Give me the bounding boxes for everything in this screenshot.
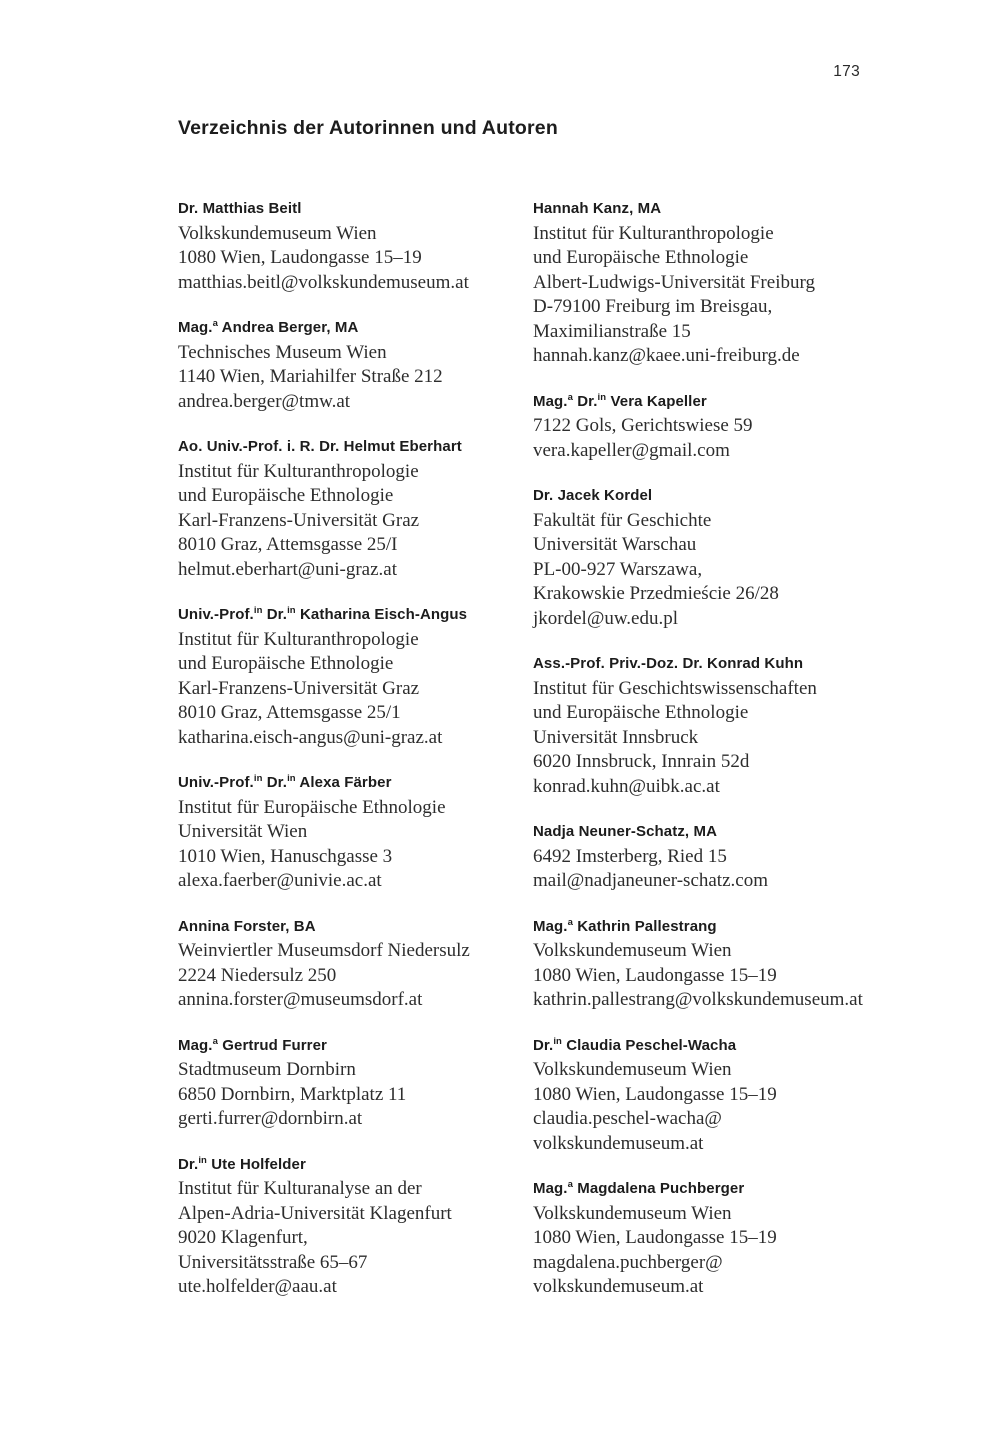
author-name [533,1177,888,1202]
author-address-line: Institut für Kulturanthropologie [178,628,419,650]
author-entry [178,915,533,1013]
author-address-line: Universität Wien [178,821,308,842]
author-address-line: 7122 Gols, Gerichtswiese 59 [533,415,753,436]
author-entry [178,1034,533,1132]
author-name-text: Katharina Eisch-Angus [295,606,468,623]
author-email: andrea.berger@tmw.at [178,390,351,412]
author-address-line: Weinviertler Museumsdorf Niedersulz [178,940,470,961]
author-address-line: Institut für Kulturanthropologie [533,222,774,244]
author-address-line: Alpen-Adria-Universität Klagenfurt [178,1202,452,1224]
author-email: hannah.kanz@kaee.uni-freiburg.de [533,345,800,366]
author-name-text: Ass.-Prof. Priv.-Doz. Dr. Konrad Kuhn [533,655,804,672]
author-name-superscript: in [253,605,263,616]
author-address-line: Institut für Kulturanalyse an der [178,1178,422,1199]
author-name [178,603,533,628]
author-name [533,390,888,415]
author-email: matthias.beitl@volkskundemuseum.at [178,271,469,293]
author-address-line: Karl-Franzens-Universität Graz [178,509,420,531]
author-entry [533,652,888,799]
author-name [533,197,888,222]
author-address-line: 8010 Graz, Attemsgasse 25/I [178,534,398,555]
author-name-text: Dr. [262,774,288,791]
author-address-line: Institut für Europäische Ethnologie [178,796,446,818]
author-name-text: Dr. [572,392,598,410]
author-address-line: 9020 Klagenfurt, [178,1227,308,1248]
author-entry [533,1177,888,1300]
author-email: magdalena.puchberger@ [533,1251,723,1273]
author-address-line: und Europäische Ethnologie [178,653,394,674]
author-entry [178,603,533,750]
author-entry [178,316,533,414]
author-name-text: Vera Kapeller [606,392,707,410]
author-address-line: 1140 Wien, Mariahilfer Straße 212 [178,366,443,387]
author-entry [533,820,888,894]
author-name-text: Annina Forster, BA [178,917,316,935]
author-name-text: Gertrud Furrer [217,1036,327,1054]
author-address-line: Volkskundemuseum Wien [178,222,377,244]
author-name-superscript: a [212,318,218,329]
author-address-line: PL-00-927 Warszawa, [533,558,703,580]
page-number: 173 [833,63,860,80]
page-title: Verzeichnis der Autorinnen und Autoren [178,117,558,139]
author-name-text: Dr. [533,1036,554,1054]
author-address-line: 1010 Wien, Hanuschgasse 3 [178,845,393,867]
author-name [178,316,533,341]
author-name [533,652,888,677]
author-email: jkordel@uw.edu.pl [533,607,679,629]
author-name-text: Dr. [262,606,288,623]
author-email: claudia.peschel-wacha@ [533,1108,722,1129]
author-name-text: Kathrin Pallestrang [572,917,717,935]
author-address-line: Maximilianstraße 15 [533,320,691,342]
author-name-text: Univ.-Prof. [178,606,254,623]
author-name-superscript: a [567,391,573,403]
author-name-text: Alexa Färber [295,774,392,791]
author-name-superscript: a [567,916,573,928]
author-email: mail@nadjaneuner-schatz.com [533,870,768,891]
author-address-line: Universität Innsbruck [533,726,699,748]
author-name-text: Mag. [533,392,568,410]
author-address-line: 6020 Innsbruck, Innrain 52d [533,751,750,772]
author-email: ute.holfelder@aau.at [178,1276,337,1297]
author-address-line: 1080 Wien, Laudongasse 15–19 [533,964,777,986]
author-name-superscript: a [567,1179,573,1190]
author-email: vera.kapeller@gmail.com [533,439,730,461]
author-address-line: Universität Warschau [533,534,697,555]
author-name-text: Andrea Berger, MA [217,319,359,336]
author-address-line: Volkskundemuseum Wien [533,940,732,961]
author-address-line: volkskundemuseum.at [533,1132,704,1154]
author-name-text: Mag. [178,319,213,336]
author-address-line: Institut für Kulturanthropologie [178,460,419,482]
author-address-line: 6492 Imsterberg, Ried 15 [533,845,727,867]
author-email: alexa.faerber@univie.ac.at [178,870,382,891]
author-address-line: Krakowskie Przedmieście 26/28 [533,583,779,604]
author-address-line: und Europäische Ethnologie [178,485,394,506]
author-name-text: Nadja Neuner-Schatz, MA [533,823,717,840]
author-name [178,1153,533,1178]
author-name-text: Mag. [533,1180,568,1197]
author-address-line: Volkskundemuseum Wien [533,1059,732,1080]
author-entry [533,484,888,631]
author-email: helmut.eberhart@uni-graz.at [178,558,398,580]
author-name [178,197,533,222]
author-entry [533,915,888,1013]
author-name [533,484,888,509]
author-address-line: und Europäische Ethnologie [533,247,749,268]
author-directory [178,197,878,1321]
author-email: kathrin.pallestrang@volkskundemuseum.at [533,989,863,1010]
author-email: konrad.kuhn@uibk.ac.at [533,775,720,797]
author-name-text: Magdalena Puchberger [572,1180,745,1197]
author-entry [178,771,533,894]
author-address-line: 8010 Graz, Attemsgasse 25/1 [178,702,401,723]
author-name-text: Ute Holfelder [206,1155,306,1173]
author-email: gerti.furrer@dornbirn.at [178,1108,363,1129]
author-name [178,435,533,460]
author-name [178,915,533,940]
author-name [533,820,888,845]
author-entry [533,390,888,464]
author-name [178,771,533,796]
author-name-text: Ao. Univ.-Prof. i. R. Dr. Helmut Eberhart [178,438,462,455]
author-email: annina.forster@museumsdorf.at [178,989,423,1010]
author-address-line: Karl-Franzens-Universität Graz [178,677,420,699]
author-name-text: Hannah Kanz, MA [533,200,662,217]
author-address-line: und Europäische Ethnologie [533,702,749,723]
author-name-superscript: in [198,1154,207,1166]
author-address-line: Stadtmuseum Dornbirn [178,1059,356,1080]
author-address-line: 1080 Wien, Laudongasse 15–19 [533,1227,777,1248]
author-address-line: Fakultät für Geschichte [533,509,712,531]
author-address-line: 1080 Wien, Laudongasse 15–19 [178,247,422,268]
author-address-line: 2224 Niedersulz 250 [178,964,337,986]
author-entry [178,435,533,582]
author-name [533,915,888,940]
author-name-text: Claudia Peschel-Wacha [561,1036,737,1054]
author-name [178,1034,533,1059]
author-name-superscript: in [597,391,607,403]
author-address-line: Institut für Geschichtswissenschaften [533,677,817,699]
author-entry [178,197,533,295]
author-address-line: Universitätsstraße 65–67 [178,1251,368,1273]
author-name-superscript: in [287,605,296,616]
author-entry [533,197,888,369]
author-name-text: Mag. [178,1036,213,1054]
column-right [533,197,888,1321]
author-address-line: 1080 Wien, Laudongasse 15–19 [533,1083,777,1105]
author-address-line: Technisches Museum Wien [178,341,387,363]
author-address-line: D-79100 Freiburg im Breisgau, [533,296,773,317]
author-address-line: Albert-Ludwigs-Universität Freiburg [533,271,815,293]
author-email: katharina.eisch-angus@uni-graz.at [178,726,443,748]
author-name [533,1034,888,1059]
author-name-text: Dr. [178,1155,199,1173]
column-left [178,197,533,1321]
author-entry [178,1153,533,1300]
author-name-text: Mag. [533,917,568,935]
author-name-superscript: a [212,1035,218,1047]
author-address-line: volkskundemuseum.at [533,1276,704,1297]
author-name-text: Univ.-Prof. [178,774,254,791]
author-name-superscript: in [253,773,263,784]
author-address-line: 6850 Dornbirn, Marktplatz 11 [178,1083,407,1105]
author-name-superscript: in [553,1035,562,1047]
author-entry [533,1034,888,1157]
author-name-text: Dr. Jacek Kordel [533,487,653,504]
author-name-superscript: in [287,773,296,784]
author-address-line: Volkskundemuseum Wien [533,1202,732,1224]
author-name-text: Dr. Matthias Beitl [178,200,302,217]
